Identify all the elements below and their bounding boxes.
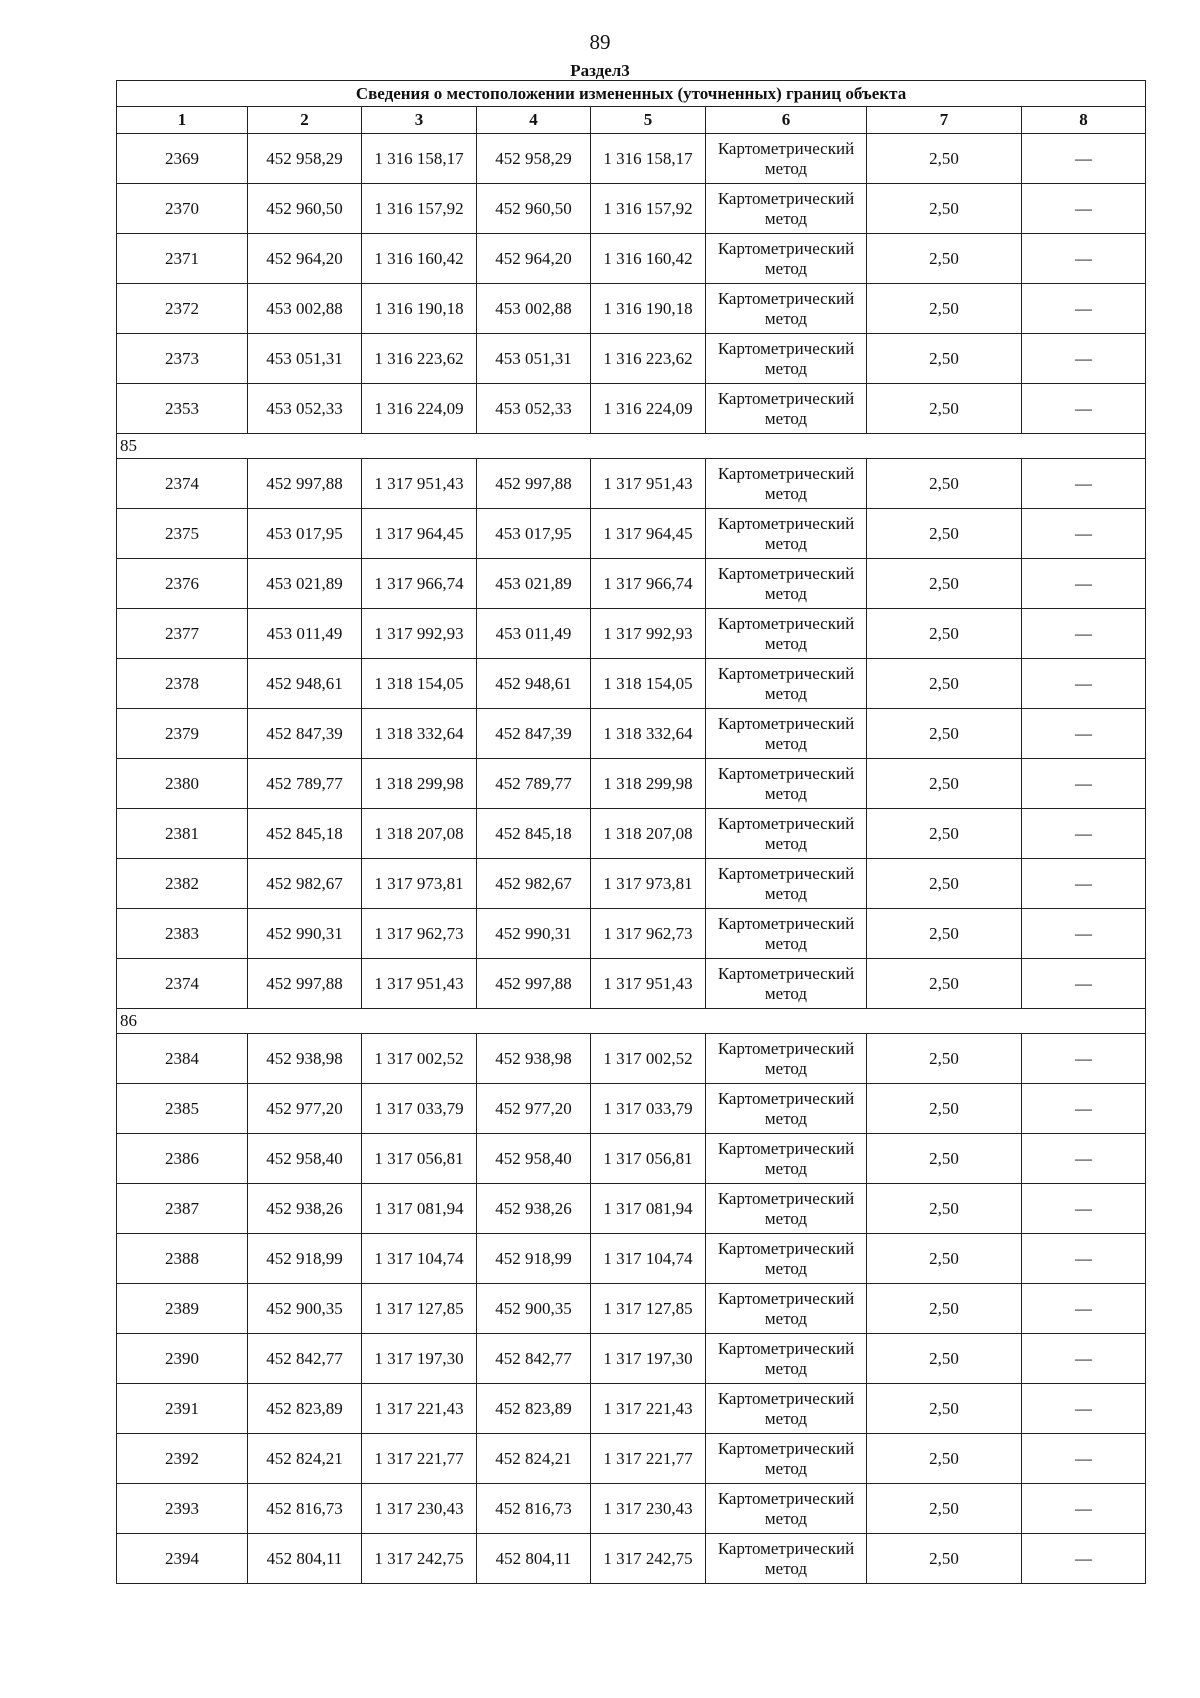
table-row (117, 1084, 1146, 1134)
y-new-cell: 1 317 104,74 (591, 1234, 706, 1284)
y-new-cell: 1 317 197,30 (591, 1334, 706, 1384)
x-new-cell: 452 960,50 (477, 184, 591, 234)
table-row (117, 1034, 1146, 1084)
description-cell: — (1022, 1234, 1146, 1284)
x-new-cell: 452 823,89 (477, 1384, 591, 1434)
accuracy-cell: 2,50 (867, 184, 1022, 234)
method-cell: Картометрический метод (706, 1134, 867, 1184)
page-number: 89 (589, 30, 611, 54)
accuracy-cell: 2,50 (867, 509, 1022, 559)
x-existing-cell: 452 964,20 (248, 234, 362, 284)
method-cell: Картометрический метод (706, 759, 867, 809)
x-existing-cell: 453 017,95 (248, 509, 362, 559)
point-number-cell: 2353 (117, 384, 248, 434)
description-cell: — (1022, 609, 1146, 659)
x-new-cell: 452 977,20 (477, 1084, 591, 1134)
column-header: 8 (1022, 107, 1146, 134)
method-cell: Картометрический метод (706, 1534, 867, 1584)
point-number-cell: 2385 (117, 1084, 248, 1134)
x-new-cell: 453 021,89 (477, 559, 591, 609)
method-cell: Картометрический метод (706, 1234, 867, 1284)
description-cell: — (1022, 284, 1146, 334)
point-number-cell: 2394 (117, 1534, 248, 1584)
y-new-cell: 1 317 992,93 (591, 609, 706, 659)
y-existing-cell: 1 316 158,17 (362, 134, 477, 184)
description-cell: — (1022, 1084, 1146, 1134)
table-row (117, 1134, 1146, 1184)
y-new-cell: 1 318 154,05 (591, 659, 706, 709)
y-new-cell: 1 317 056,81 (591, 1134, 706, 1184)
x-existing-cell: 452 958,29 (248, 134, 362, 184)
table-row (117, 334, 1146, 384)
y-existing-cell: 1 317 966,74 (362, 559, 477, 609)
method-cell: Картометрический метод (706, 1184, 867, 1234)
accuracy-cell: 2,50 (867, 1384, 1022, 1434)
column-header-row (117, 107, 1146, 134)
table-row (117, 559, 1146, 609)
method-cell: Картометрический метод (706, 1434, 867, 1484)
section-title: Раздел3 (570, 61, 630, 80)
table-row (117, 509, 1146, 559)
accuracy-cell: 2,50 (867, 909, 1022, 959)
accuracy-cell: 2,50 (867, 134, 1022, 184)
y-existing-cell: 1 317 127,85 (362, 1284, 477, 1334)
x-existing-cell: 452 789,77 (248, 759, 362, 809)
y-new-cell: 1 317 081,94 (591, 1184, 706, 1234)
description-cell: — (1022, 384, 1146, 434)
y-new-cell: 1 316 223,62 (591, 334, 706, 384)
x-existing-cell: 452 997,88 (248, 959, 362, 1009)
column-header: 4 (477, 107, 591, 134)
table-row (117, 284, 1146, 334)
point-number-cell: 2378 (117, 659, 248, 709)
description-cell: — (1022, 184, 1146, 234)
accuracy-cell: 2,50 (867, 809, 1022, 859)
accuracy-cell: 2,50 (867, 1534, 1022, 1584)
table-row (117, 1534, 1146, 1584)
y-existing-cell: 1 317 973,81 (362, 859, 477, 909)
x-new-cell: 453 051,31 (477, 334, 591, 384)
accuracy-cell: 2,50 (867, 559, 1022, 609)
y-new-cell: 1 317 221,43 (591, 1384, 706, 1434)
x-new-cell: 452 938,98 (477, 1034, 591, 1084)
table-row (117, 759, 1146, 809)
x-new-cell: 452 900,35 (477, 1284, 591, 1334)
method-cell: Картометрический метод (706, 184, 867, 234)
point-number-cell: 2372 (117, 284, 248, 334)
table-row (117, 134, 1146, 184)
table-row (117, 1484, 1146, 1534)
description-cell: — (1022, 234, 1146, 284)
x-new-cell: 453 052,33 (477, 384, 591, 434)
x-new-cell: 452 964,20 (477, 234, 591, 284)
description-cell: — (1022, 759, 1146, 809)
accuracy-cell: 2,50 (867, 384, 1022, 434)
x-new-cell: 452 847,39 (477, 709, 591, 759)
column-header: 3 (362, 107, 477, 134)
y-existing-cell: 1 317 033,79 (362, 1084, 477, 1134)
accuracy-cell: 2,50 (867, 1134, 1022, 1184)
x-existing-cell: 452 824,21 (248, 1434, 362, 1484)
y-new-cell: 1 317 002,52 (591, 1034, 706, 1084)
description-cell: — (1022, 1484, 1146, 1534)
accuracy-cell: 2,50 (867, 1084, 1022, 1134)
y-existing-cell: 1 317 081,94 (362, 1184, 477, 1234)
x-existing-cell: 452 960,50 (248, 184, 362, 234)
method-cell: Картометрический метод (706, 1284, 867, 1334)
y-existing-cell: 1 318 154,05 (362, 659, 477, 709)
y-existing-cell: 1 316 160,42 (362, 234, 477, 284)
description-cell: — (1022, 909, 1146, 959)
x-existing-cell: 452 823,89 (248, 1384, 362, 1434)
point-number-cell: 2374 (117, 959, 248, 1009)
y-new-cell: 1 317 230,43 (591, 1484, 706, 1534)
table-row (117, 1284, 1146, 1334)
y-existing-cell: 1 316 157,92 (362, 184, 477, 234)
accuracy-cell: 2,50 (867, 859, 1022, 909)
column-header: 2 (248, 107, 362, 134)
column-header: 5 (591, 107, 706, 134)
table-row (117, 1184, 1146, 1234)
y-new-cell: 1 317 962,73 (591, 909, 706, 959)
x-new-cell: 452 842,77 (477, 1334, 591, 1384)
group-label: 86 (117, 1009, 1146, 1034)
description-cell: — (1022, 659, 1146, 709)
table-row (117, 184, 1146, 234)
x-existing-cell: 452 990,31 (248, 909, 362, 959)
table-row (117, 909, 1146, 959)
description-cell: — (1022, 1034, 1146, 1084)
x-existing-cell: 452 842,77 (248, 1334, 362, 1384)
description-cell: — (1022, 1434, 1146, 1484)
y-existing-cell: 1 317 951,43 (362, 959, 477, 1009)
y-new-cell: 1 317 973,81 (591, 859, 706, 909)
point-number-cell: 2377 (117, 609, 248, 659)
table-caption: Сведения о местоположении измененных (уточненных) границ объекта (117, 81, 1146, 107)
y-new-cell: 1 317 221,77 (591, 1434, 706, 1484)
method-cell: Картометрический метод (706, 234, 867, 284)
point-number-cell: 2375 (117, 509, 248, 559)
point-number-cell: 2391 (117, 1384, 248, 1434)
y-existing-cell: 1 317 221,43 (362, 1384, 477, 1434)
method-cell: Картометрический метод (706, 1484, 867, 1534)
point-number-cell: 2383 (117, 909, 248, 959)
point-number-cell: 2374 (117, 459, 248, 509)
description-cell: — (1022, 1134, 1146, 1184)
point-number-cell: 2382 (117, 859, 248, 909)
x-existing-cell: 453 052,33 (248, 384, 362, 434)
accuracy-cell: 2,50 (867, 759, 1022, 809)
table-row (117, 959, 1146, 1009)
point-number-cell: 2386 (117, 1134, 248, 1184)
description-cell: — (1022, 1384, 1146, 1434)
method-cell: Картометрический метод (706, 909, 867, 959)
x-new-cell: 452 958,40 (477, 1134, 591, 1184)
description-cell: — (1022, 859, 1146, 909)
x-existing-cell: 452 918,99 (248, 1234, 362, 1284)
accuracy-cell: 2,50 (867, 334, 1022, 384)
table-row (117, 1384, 1146, 1434)
point-number-cell: 2376 (117, 559, 248, 609)
point-number-cell: 2370 (117, 184, 248, 234)
x-new-cell: 452 789,77 (477, 759, 591, 809)
method-cell: Картометрический метод (706, 1334, 867, 1384)
accuracy-cell: 2,50 (867, 609, 1022, 659)
accuracy-cell: 2,50 (867, 709, 1022, 759)
x-new-cell: 452 816,73 (477, 1484, 591, 1534)
x-existing-cell: 452 982,67 (248, 859, 362, 909)
x-existing-cell: 452 804,11 (248, 1534, 362, 1584)
x-new-cell: 452 845,18 (477, 809, 591, 859)
x-new-cell: 452 982,67 (477, 859, 591, 909)
x-new-cell: 452 938,26 (477, 1184, 591, 1234)
y-existing-cell: 1 316 190,18 (362, 284, 477, 334)
point-number-cell: 2373 (117, 334, 248, 384)
x-new-cell: 452 990,31 (477, 909, 591, 959)
description-cell: — (1022, 1334, 1146, 1384)
description-cell: — (1022, 459, 1146, 509)
x-new-cell: 453 011,49 (477, 609, 591, 659)
y-existing-cell: 1 317 242,75 (362, 1534, 477, 1584)
method-cell: Картометрический метод (706, 659, 867, 709)
x-existing-cell: 452 847,39 (248, 709, 362, 759)
y-new-cell: 1 316 160,42 (591, 234, 706, 284)
y-existing-cell: 1 318 299,98 (362, 759, 477, 809)
accuracy-cell: 2,50 (867, 1234, 1022, 1284)
accuracy-cell: 2,50 (867, 1484, 1022, 1534)
group-row (117, 434, 1146, 459)
y-new-cell: 1 316 224,09 (591, 384, 706, 434)
x-existing-cell: 452 845,18 (248, 809, 362, 859)
method-cell: Картометрический метод (706, 384, 867, 434)
y-existing-cell: 1 317 197,30 (362, 1334, 477, 1384)
y-new-cell: 1 316 190,18 (591, 284, 706, 334)
point-number-cell: 2369 (117, 134, 248, 184)
y-new-cell: 1 316 157,92 (591, 184, 706, 234)
coordinates-table (116, 80, 1146, 1584)
accuracy-cell: 2,50 (867, 1284, 1022, 1334)
accuracy-cell: 2,50 (867, 1334, 1022, 1384)
accuracy-cell: 2,50 (867, 284, 1022, 334)
method-cell: Картометрический метод (706, 1034, 867, 1084)
description-cell: — (1022, 809, 1146, 859)
description-cell: — (1022, 334, 1146, 384)
table-row (117, 809, 1146, 859)
table-row (117, 609, 1146, 659)
table-row (117, 1434, 1146, 1484)
group-row (117, 1009, 1146, 1034)
x-new-cell: 452 958,29 (477, 134, 591, 184)
point-number-cell: 2379 (117, 709, 248, 759)
x-existing-cell: 452 977,20 (248, 1084, 362, 1134)
method-cell: Картометрический метод (706, 334, 867, 384)
accuracy-cell: 2,50 (867, 1434, 1022, 1484)
description-cell: — (1022, 134, 1146, 184)
description-cell: — (1022, 509, 1146, 559)
x-existing-cell: 452 958,40 (248, 1134, 362, 1184)
point-number-cell: 2380 (117, 759, 248, 809)
x-new-cell: 452 804,11 (477, 1534, 591, 1584)
x-existing-cell: 452 816,73 (248, 1484, 362, 1534)
x-existing-cell: 452 948,61 (248, 659, 362, 709)
point-number-cell: 2387 (117, 1184, 248, 1234)
accuracy-cell: 2,50 (867, 234, 1022, 284)
y-existing-cell: 1 316 224,09 (362, 384, 477, 434)
column-header: 1 (117, 107, 248, 134)
description-cell: — (1022, 709, 1146, 759)
table-row (117, 384, 1146, 434)
x-existing-cell: 452 900,35 (248, 1284, 362, 1334)
y-existing-cell: 1 318 332,64 (362, 709, 477, 759)
y-new-cell: 1 317 127,85 (591, 1284, 706, 1334)
x-existing-cell: 453 002,88 (248, 284, 362, 334)
description-cell: — (1022, 1184, 1146, 1234)
y-new-cell: 1 318 207,08 (591, 809, 706, 859)
point-number-cell: 2384 (117, 1034, 248, 1084)
y-existing-cell: 1 317 951,43 (362, 459, 477, 509)
description-cell: — (1022, 1284, 1146, 1334)
method-cell: Картометрический метод (706, 809, 867, 859)
point-number-cell: 2390 (117, 1334, 248, 1384)
table-row (117, 859, 1146, 909)
method-cell: Картометрический метод (706, 134, 867, 184)
x-existing-cell: 453 021,89 (248, 559, 362, 609)
y-new-cell: 1 316 158,17 (591, 134, 706, 184)
y-existing-cell: 1 317 230,43 (362, 1484, 477, 1534)
y-new-cell: 1 318 332,64 (591, 709, 706, 759)
table-row (117, 1334, 1146, 1384)
method-cell: Картометрический метод (706, 284, 867, 334)
x-existing-cell: 453 051,31 (248, 334, 362, 384)
y-existing-cell: 1 316 223,62 (362, 334, 477, 384)
y-existing-cell: 1 317 962,73 (362, 909, 477, 959)
table-row (117, 1234, 1146, 1284)
point-number-cell: 2389 (117, 1284, 248, 1334)
x-existing-cell: 452 938,98 (248, 1034, 362, 1084)
group-label: 85 (117, 434, 1146, 459)
method-cell: Картометрический метод (706, 609, 867, 659)
accuracy-cell: 2,50 (867, 659, 1022, 709)
y-existing-cell: 1 317 964,45 (362, 509, 477, 559)
x-new-cell: 452 918,99 (477, 1234, 591, 1284)
method-cell: Картометрический метод (706, 559, 867, 609)
y-existing-cell: 1 317 002,52 (362, 1034, 477, 1084)
method-cell: Картометрический метод (706, 859, 867, 909)
description-cell: — (1022, 959, 1146, 1009)
method-cell: Картометрический метод (706, 459, 867, 509)
point-number-cell: 2371 (117, 234, 248, 284)
y-new-cell: 1 317 242,75 (591, 1534, 706, 1584)
y-new-cell: 1 317 964,45 (591, 509, 706, 559)
x-existing-cell: 452 997,88 (248, 459, 362, 509)
column-header: 6 (706, 107, 867, 134)
y-existing-cell: 1 317 992,93 (362, 609, 477, 659)
point-number-cell: 2393 (117, 1484, 248, 1534)
accuracy-cell: 2,50 (867, 1034, 1022, 1084)
method-cell: Картометрический метод (706, 959, 867, 1009)
point-number-cell: 2392 (117, 1434, 248, 1484)
y-new-cell: 1 317 951,43 (591, 959, 706, 1009)
x-new-cell: 452 997,88 (477, 959, 591, 1009)
y-existing-cell: 1 317 104,74 (362, 1234, 477, 1284)
y-new-cell: 1 317 966,74 (591, 559, 706, 609)
accuracy-cell: 2,50 (867, 459, 1022, 509)
x-new-cell: 452 948,61 (477, 659, 591, 709)
accuracy-cell: 2,50 (867, 959, 1022, 1009)
method-cell: Картометрический метод (706, 1084, 867, 1134)
column-header: 7 (867, 107, 1022, 134)
method-cell: Картометрический метод (706, 709, 867, 759)
table-row (117, 709, 1146, 759)
y-existing-cell: 1 317 221,77 (362, 1434, 477, 1484)
y-existing-cell: 1 318 207,08 (362, 809, 477, 859)
method-cell: Картометрический метод (706, 509, 867, 559)
point-number-cell: 2381 (117, 809, 248, 859)
y-new-cell: 1 318 299,98 (591, 759, 706, 809)
description-cell: — (1022, 1534, 1146, 1584)
accuracy-cell: 2,50 (867, 1184, 1022, 1234)
table-row (117, 659, 1146, 709)
x-existing-cell: 452 938,26 (248, 1184, 362, 1234)
table-row (117, 459, 1146, 509)
table-row (117, 234, 1146, 284)
method-cell: Картометрический метод (706, 1384, 867, 1434)
x-new-cell: 453 017,95 (477, 509, 591, 559)
y-existing-cell: 1 317 056,81 (362, 1134, 477, 1184)
x-new-cell: 453 002,88 (477, 284, 591, 334)
point-number-cell: 2388 (117, 1234, 248, 1284)
y-new-cell: 1 317 033,79 (591, 1084, 706, 1134)
x-existing-cell: 453 011,49 (248, 609, 362, 659)
x-new-cell: 452 997,88 (477, 459, 591, 509)
description-cell: — (1022, 559, 1146, 609)
x-new-cell: 452 824,21 (477, 1434, 591, 1484)
y-new-cell: 1 317 951,43 (591, 459, 706, 509)
